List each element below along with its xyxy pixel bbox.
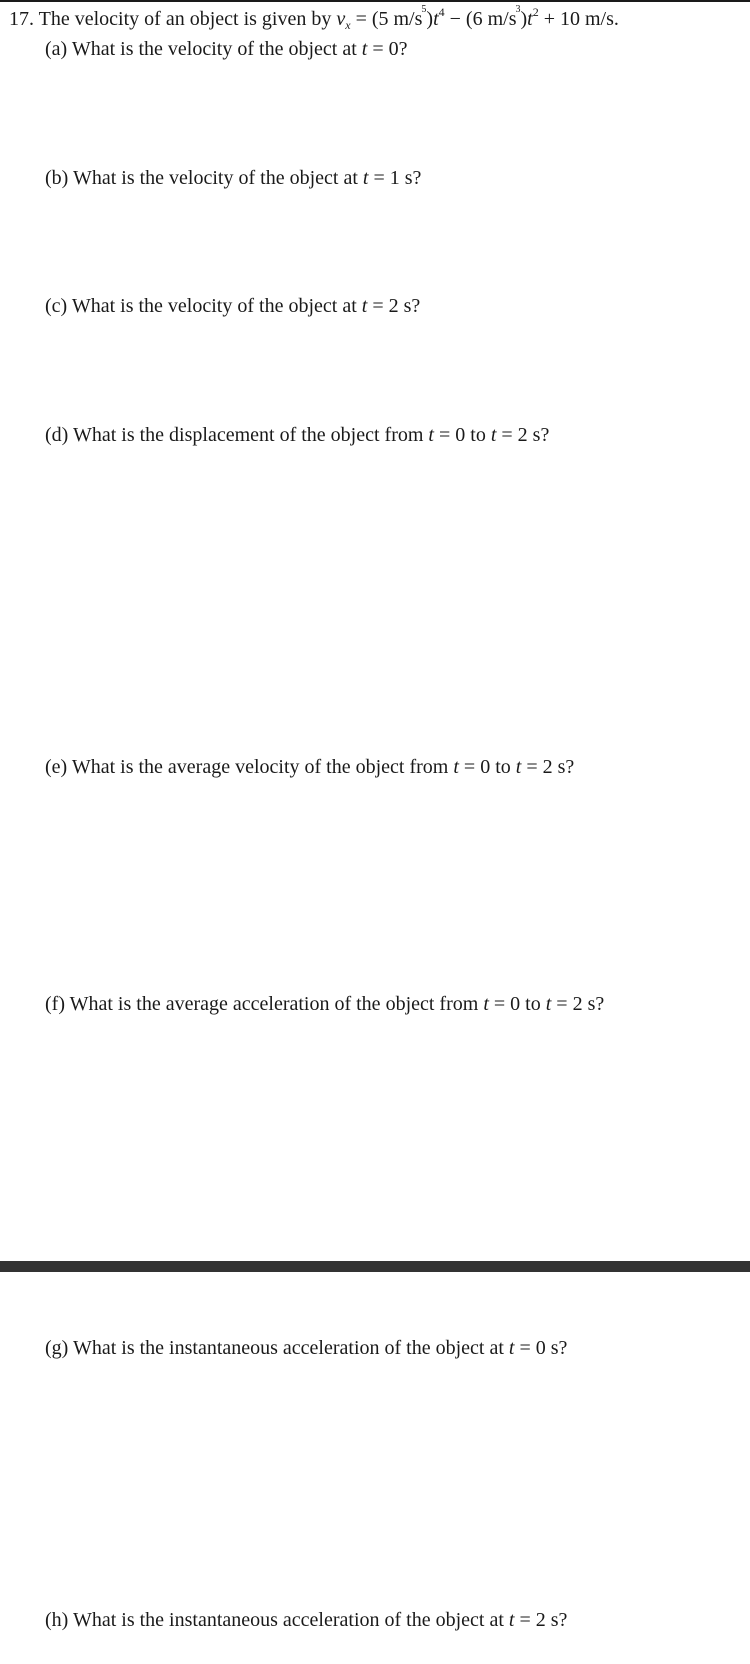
time-value: 0 to [455,424,486,446]
part-text: What is the instantaneous acceleration of the object at [72,1609,504,1631]
time-value: 0 s? [535,1337,568,1359]
time-value-end: 2 s? [517,424,550,446]
part-g [45,1336,567,1360]
minus-sign: − [449,8,461,30]
time-value: 2 s? [535,1609,568,1631]
part-text: What is the displacement of the object from [72,424,424,446]
time-var-1: t [433,8,439,30]
top-rule [0,0,750,2]
time-value: 0 to [480,756,511,778]
problem-intro: The velocity of an object is given by [38,8,332,30]
equals-sign: = [519,1337,531,1359]
time-value: 0? [388,38,408,60]
part-text: What is the average velocity of the object from [71,756,449,778]
coefficient-2: (6 m/s [465,8,517,30]
part-f [45,992,604,1016]
time-value-end: 2 s? [572,993,605,1015]
time-var: t [428,424,434,446]
time-var: t [453,756,459,778]
equals-sign: = [438,424,451,446]
time-value: 2 s? [388,295,421,317]
part-a [45,37,407,61]
time-var-end: t [545,993,552,1015]
coefficient-1-close: ) [426,8,434,30]
equals-sign-end: = [556,993,568,1015]
coefficient-1: (5 m/s [371,8,423,30]
part-c [45,294,420,318]
velocity-symbol: v [336,8,346,30]
part-text: What is the instantaneous acceleration of the object at [72,1337,504,1359]
page-break-bar [0,1261,750,1272]
part-label: (f) [45,993,65,1015]
time-var-end: t [490,424,497,446]
part-text: What is the velocity of the object at [72,167,358,189]
equals-sign: = [463,756,476,778]
time-var: t [508,1337,515,1359]
problem-number: 17. [9,8,34,30]
part-b [45,166,421,190]
coefficient-2-close: ) [520,8,528,30]
time-var: t [508,1609,515,1631]
time-exponent-2: 2 [532,5,539,19]
time-exponent-1: 4 [438,5,445,19]
coefficient-1-exponent: 5 [421,4,427,15]
part-label: (a) [45,38,68,60]
part-label: (d) [45,424,69,446]
part-h [45,1608,567,1632]
constant-term: 10 m/s. [560,8,619,30]
part-text: What is the velocity of the object at [71,295,357,317]
part-text: What is the average acceleration of the object from [69,993,479,1015]
part-label: (e) [45,756,68,778]
equals-sign: = [355,8,367,30]
problem-statement [9,4,619,32]
time-var: t [483,993,489,1015]
time-value: 1 s? [389,167,422,189]
time-value: 0 to [510,993,541,1015]
part-label: (b) [45,167,69,189]
equals-sign: = [519,1609,531,1631]
time-var: t [361,38,368,60]
time-var: t [361,295,368,317]
time-var-end: t [515,756,522,778]
velocity-subscript: x [345,18,351,32]
coefficient-2-exponent: 3 [515,4,521,15]
equals-sign: = [372,38,384,60]
part-label: (h) [45,1609,69,1631]
equals-sign: = [493,993,506,1015]
time-var: t [362,167,369,189]
equals-sign-end: = [501,424,513,446]
part-e [45,755,574,779]
plus-sign: + [543,8,555,30]
part-d [45,423,549,447]
part-label: (c) [45,295,68,317]
part-label: (g) [45,1337,69,1359]
equals-sign-end: = [526,756,538,778]
part-text: What is the velocity of the object at [71,38,357,60]
time-value-end: 2 s? [542,756,575,778]
time-var-2: t [527,8,533,30]
equals-sign: = [373,167,385,189]
equals-sign: = [372,295,384,317]
